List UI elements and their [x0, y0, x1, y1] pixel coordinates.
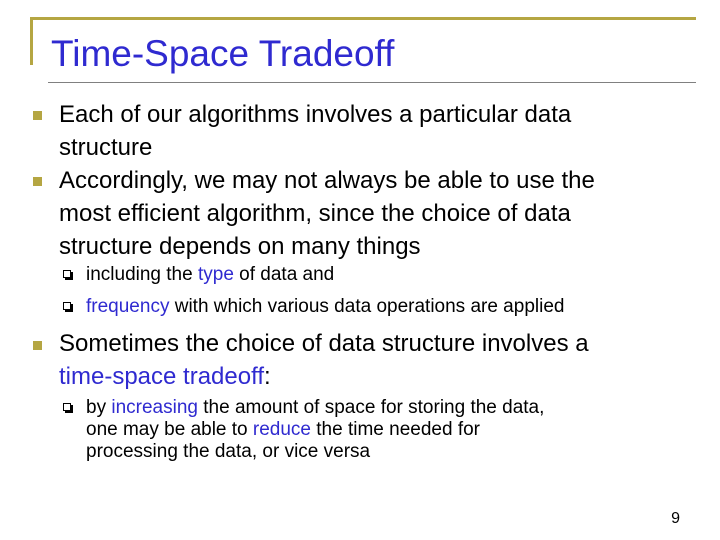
sub-bullet-marker-3-1 — [63, 403, 71, 411]
sub-item-3-1-line-3: processing the data, or vice versa — [86, 441, 371, 462]
sub-item-3-1-highlight-reduce: reduce — [252, 419, 311, 440]
bullet-1-line-2: structure — [59, 134, 153, 161]
sub-bullet-marker-2-1 — [63, 270, 71, 278]
sub-item-2-2 — [86, 296, 696, 318]
sub-item-3-1-highlight-increasing: increasing — [111, 397, 198, 418]
bullet-marker-2 — [33, 177, 42, 186]
sub-item-3-1-text-b: the amount of space for storing the data, — [197, 397, 545, 418]
sub-item-3-1-text-a: by — [86, 397, 112, 418]
sub-item-2-1-highlight: type — [197, 264, 234, 285]
sub-item-3-1 — [86, 397, 696, 463]
bullet-marker-1 — [33, 111, 42, 120]
sub-item-3-1-line-2 — [86, 419, 696, 441]
sub-bullet-marker-2-2 — [63, 302, 71, 310]
sub-item-3-1-line-1 — [86, 397, 696, 419]
bullet-3-line-2 — [59, 360, 699, 393]
sub-item-2-1 — [86, 264, 696, 286]
title-underline — [48, 82, 696, 83]
sub-item-2-1-pre: including the — [86, 264, 198, 285]
sub-item-3-1-text-d: the time needed for — [311, 419, 480, 440]
page-number: 9 — [671, 510, 680, 527]
bullet-item-2 — [59, 164, 699, 263]
bullet-marker-3 — [33, 341, 42, 350]
bullet-item-3 — [59, 327, 699, 393]
frame-left-line — [30, 17, 33, 65]
sub-item-2-2-highlight: frequency — [86, 296, 170, 317]
bullet-item-1 — [59, 98, 699, 164]
bullet-3-line-2-post: : — [264, 363, 271, 390]
sub-item-3-1-text-c: one may be able to — [86, 419, 253, 440]
slide-title: Time-Space Tradeoff — [51, 33, 395, 74]
sub-item-2-1-post: of data and — [233, 264, 335, 285]
bullet-1-line-1: Each of our algorithms involves a particular data — [59, 101, 572, 128]
bullet-2-line-1: Accordingly, we may not always be able to use the — [59, 167, 595, 194]
frame-top-line — [30, 17, 696, 20]
bullet-2-line-2: most efficient algorithm, since the choice of data — [59, 200, 571, 227]
sub-item-2-2-post: with which various data operations are applied — [169, 296, 565, 317]
bullet-3-line-1: Sometimes the choice of data structure involves a — [59, 330, 589, 357]
bullet-3-highlight: time-space tradeoff — [59, 363, 264, 390]
bullet-2-line-3: structure depends on many things — [59, 233, 421, 260]
